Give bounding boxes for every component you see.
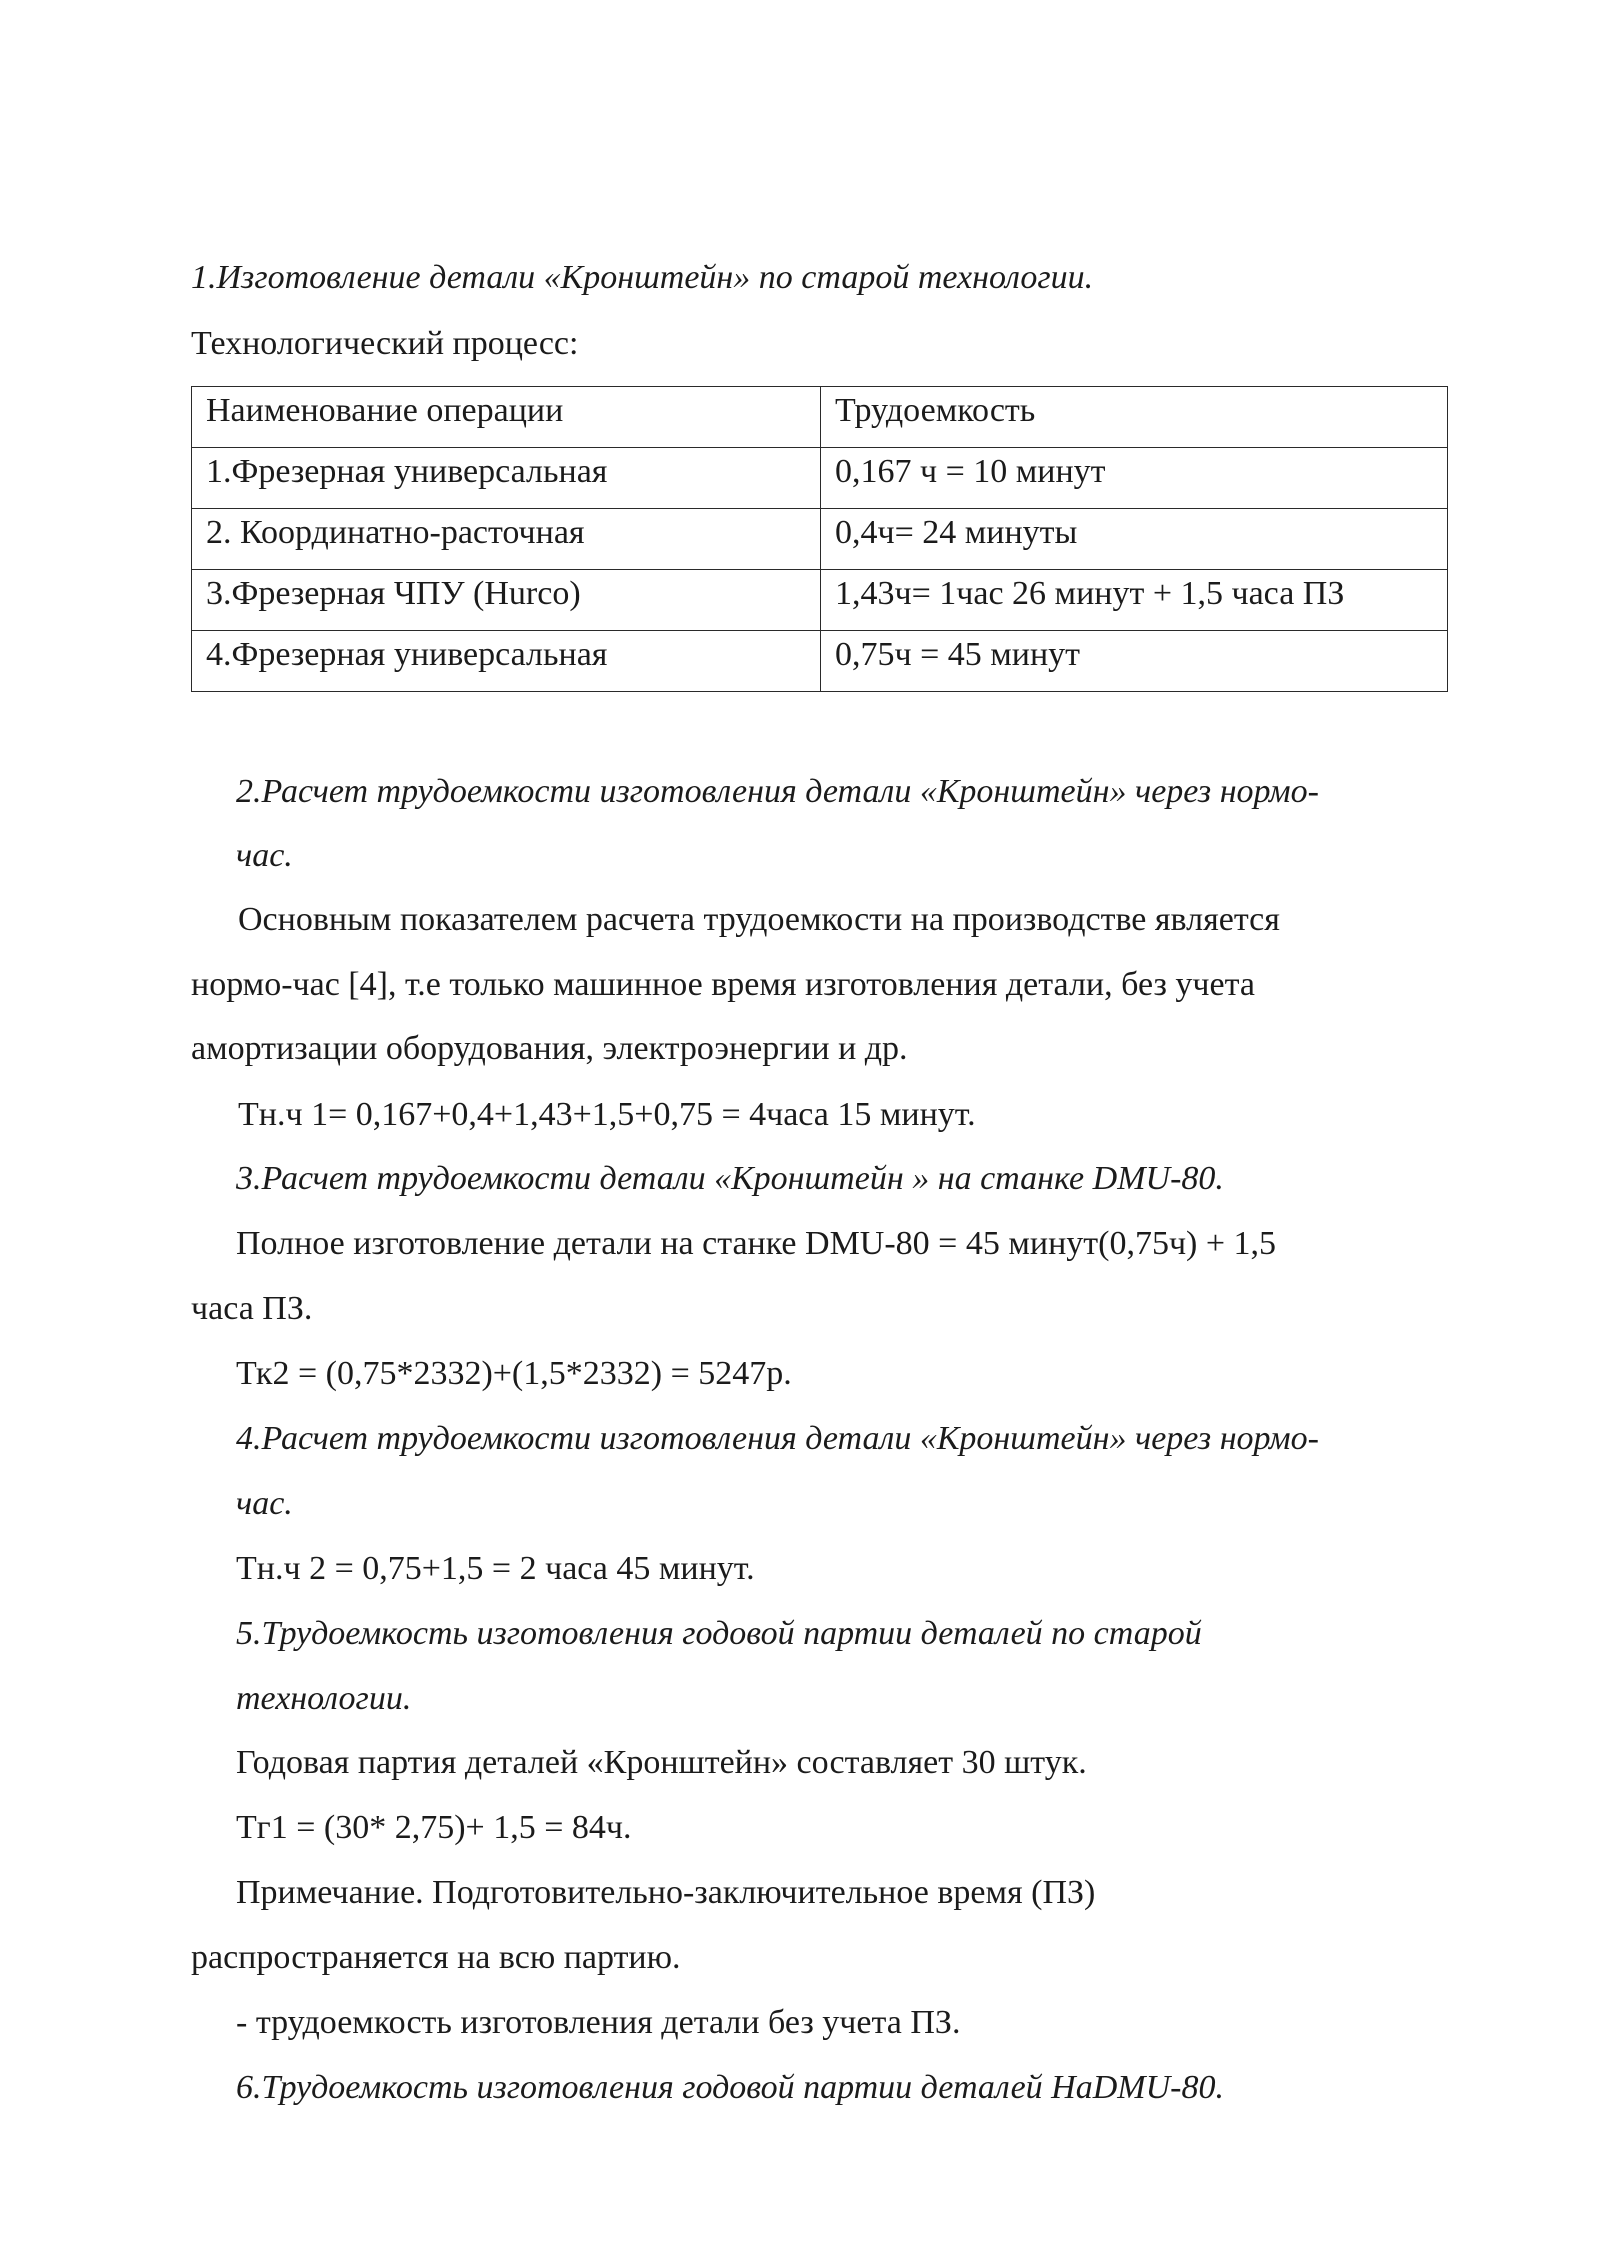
section-5-note-line-2: распространяется на всю партию. [191,1939,681,1976]
table-row [192,509,1448,570]
table-cell: 0,4ч= 24 минуты [821,509,1448,570]
table-header-row [192,387,1448,448]
section-2-heading-line-1: 2.Расчет трудоемкости изготовления детали «Кронштейн» через нормо- [236,773,1319,810]
section-2-heading-line-2: час. [236,837,293,874]
table-cell: 2. Координатно-расточная [192,509,821,570]
section-5-paragraph: Годовая партия деталей «Кронштейн» составляет 30 штук. [236,1744,1087,1781]
table-cell: 1,43ч= 1час 26 минут + 1,5 часа ПЗ [821,570,1448,631]
section-3-paragraph-line-1: Полное изготовление детали на станке DMU-80 = 45 минут(0,75ч) + 1,5 [236,1225,1277,1262]
table-cell: 0,75ч = 45 минут [821,631,1448,692]
table-row [192,631,1448,692]
process-subheading: Технологический процесс: [191,325,579,362]
section-3-formula: Тк2 = (0,75*2332)+(1,5*2332) = 5247р. [236,1355,792,1392]
section-4-heading-line-2: час. [236,1485,293,1522]
table-cell: 0,167 ч = 10 минут [821,448,1448,509]
section-6-heading: 6.Трудоемкость изготовления годовой партии деталей НаDMU-80. [236,2069,1224,2106]
table-header-cell: Трудоемкость [821,387,1448,448]
table-cell: 3.Фрезерная ЧПУ (Hurco) [192,570,821,631]
section-2-paragraph-line-2: нормо-час [4], т.е только машинное время изготовления детали, без учета [191,966,1255,1003]
section-5-heading-line-1: 5.Трудоемкость изготовления годовой партии деталей по старой [236,1615,1202,1652]
section-3-paragraph-line-2: часа ПЗ. [191,1290,313,1327]
section-5-heading-line-2: технологии. [236,1680,412,1717]
operations-table [191,386,1448,692]
table-row [192,448,1448,509]
section-1-heading: 1.Изготовление детали «Кронштейн» по старой технологии. [191,259,1094,296]
section-4-heading-line-1: 4.Расчет трудоемкости изготовления детали «Кронштейн» через нормо- [236,1420,1319,1457]
table-cell: 1.Фрезерная универсальная [192,448,821,509]
section-3-heading: 3.Расчет трудоемкости детали «Кронштейн » на станке DMU-80. [236,1160,1224,1197]
section-5-dash-line: - трудоемкость изготовления детали без учета ПЗ. [236,2004,961,2041]
table-cell: 4.Фрезерная универсальная [192,631,821,692]
section-5-formula: Тг1 = (30* 2,75)+ 1,5 = 84ч. [236,1809,632,1846]
section-2-formula: Тн.ч 1= 0,167+0,4+1,43+1,5+0,75 = 4часа 15 минут. [238,1096,976,1133]
section-2-paragraph-line-1: Основным показателем расчета трудоемкости на производстве является [238,901,1280,938]
section-2-paragraph-line-3: амортизации оборудования, электроэнергии и др. [191,1030,908,1067]
section-4-formula: Тн.ч 2 = 0,75+1,5 = 2 часа 45 минут. [236,1550,755,1587]
section-5-note-line-1: Примечание. Подготовительно-заключительное время (ПЗ) [236,1874,1096,1911]
table-header-cell: Наименование операции [192,387,821,448]
table-row [192,570,1448,631]
